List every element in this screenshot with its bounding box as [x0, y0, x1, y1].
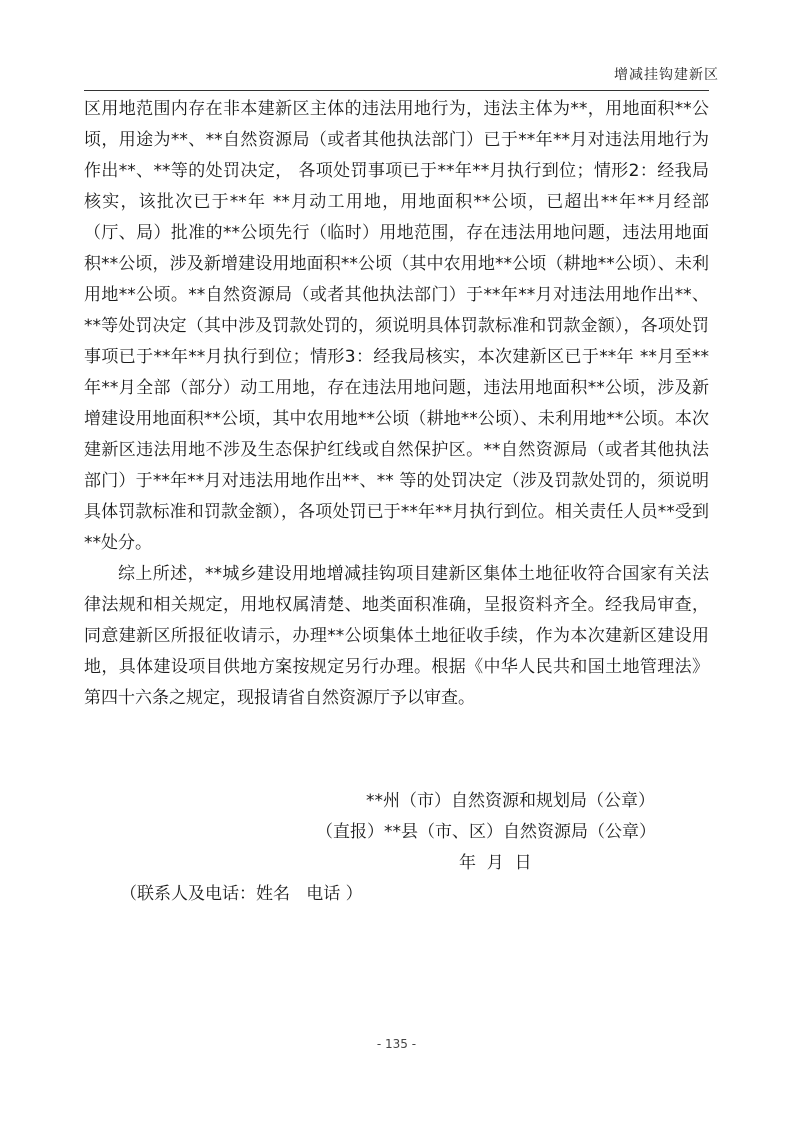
body-paragraph-continued: 区用地范围内存在非本建新区主体的违法用地行为，违法主体为**，用地面积**公顷，用途为**、**自然资源局（或者其他执法部门）已于**年**月对违法用地行为作出**、**等的处罚决定， 各项处罚事项已于**年**月执行到位；情形2：经我局核实，该批次已于**年 **月动工用地，用地面积**公顷，已超出**年**月经部（厅、局）批准的**公顷先行（临时）用地范围，存在违法用地问题，违法用地面积**公顷，涉及新增建设用地面积**公顷（其中农用地**公顷（耕地**公顷）、未利用地**公顷。**自然资源局（或者其他执法部门）于**年**月对违法用地作出**、**等处罚决定（其中涉及罚款处罚的，须说明具体罚款标准和罚款金额），各项处罚事项已于**年**月执行到位；情形3：经我局核实，本次建新区已于**年 **月至**年**月全部（部分）动工用地，存在违法用地问题，违法用地面积**公顷，涉及新增建设用地面积**公顷，其中农用地**公顷（耕地**公顷）、未利用地**公顷。本次建新区违法用地不涉及生态保护红线或自然保护区。**自然资源局（或者其他执法部门）于**年**月对违法用地作出**、** 等的处罚决定（涉及罚款处罚的，须说明具体罚款标准和罚款金额），各项处罚已于**年**月执行到位。相关责任人员**受到**处分。	[84, 99, 709, 553]
page-number: - 135 -	[376, 1037, 417, 1051]
signature-date: 年 月 日	[459, 853, 532, 873]
body-paragraph-summary: 综上所述，**城乡建设用地增减挂钩项目建新区集体土地征收符合国家有关法律法规和相关规定，用地权属清楚、地类面积准确，呈报资料齐全。经我局审查，同意建新区所报征收请示，办理**公顷集体土地征收手续，作为本次建新区建设用地，具体建设项目供地方案按规定另行办理。根据《中华人民共和国土地管理法》第四十六条之规定，现报请省自然资源厅予以审查。	[84, 564, 709, 708]
running-header-title: 增减挂钩建新区	[614, 67, 719, 83]
document-body	[84, 94, 709, 714]
signature-prefecture-bureau: **州（市）自然资源和规划局（公章）	[366, 791, 655, 811]
signature-county-bureau: （直报）**县（市、区）自然资源局（公章）	[316, 822, 656, 842]
header-divider	[84, 90, 709, 91]
contact-info: （联系人及电话：姓名 电话 ）	[120, 884, 363, 904]
